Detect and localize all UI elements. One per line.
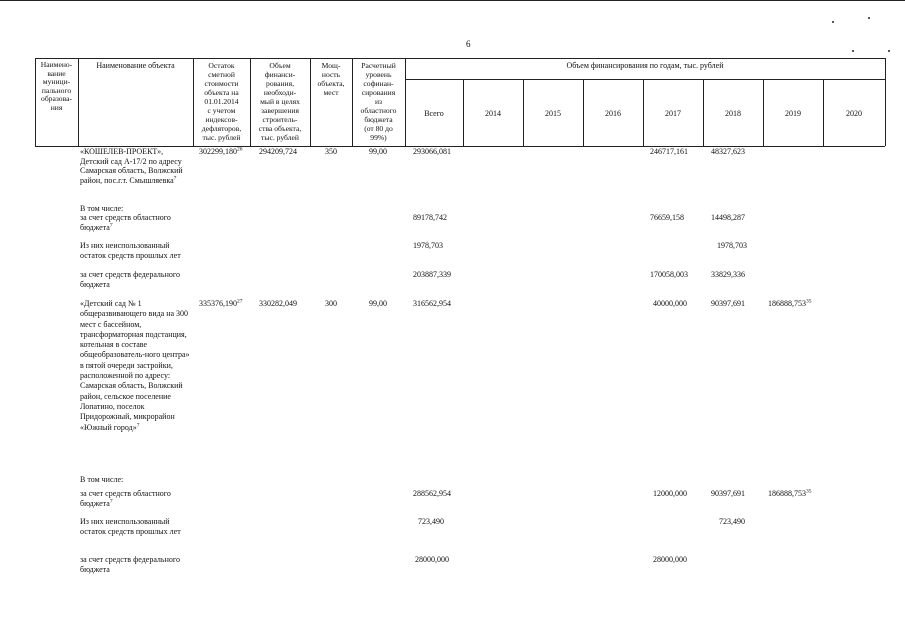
- header-capacity: Мощ- ность объекта, мест: [317, 61, 345, 97]
- page-number: 6: [466, 39, 471, 49]
- total-value: 288562,954: [413, 489, 451, 498]
- remaining-cost-value: 302299,180$^{26}$: [199, 146, 243, 156]
- header-funding-volume: Объем финанси- рования, необходи- мый в целях завершения строитель- ства объекта, тыс. рублей: [258, 61, 302, 142]
- header-cofinancing-level: Расчетный уровень софинан- сирования из областного бюджета (от 80 до 99%): [360, 61, 397, 142]
- total-value: 1978,703: [413, 241, 443, 250]
- header-year-2018: 2018: [725, 109, 741, 118]
- header-remaining-cost: Остаток сметной стоимости объекта на 01.01.2014 с учетом индексов- дефляторов, тыс. рублей: [201, 61, 242, 142]
- year-2017-value: 246717,161: [650, 147, 688, 156]
- year-2018-value: 48327,623: [711, 147, 745, 156]
- cofinancing-value: 99,00: [369, 147, 387, 156]
- object-name: за счет средств федерального бюджета: [80, 270, 180, 289]
- remaining-cost-value: 335376,190$^{27}$: [199, 298, 243, 308]
- object-name: Из них неиспользованный остаток средств прошлых лет: [80, 241, 181, 260]
- object-name: В том числе:: [80, 204, 124, 213]
- object-name: Из них неиспользованный остаток средств прошлых лет: [80, 517, 181, 536]
- year-2018-value: 723,490: [719, 517, 745, 526]
- header-year-2015: 2015: [545, 109, 561, 118]
- header-year-2020: 2020: [846, 109, 862, 118]
- year-2017-value: 76659,158: [650, 213, 684, 222]
- capacity-value: 300: [325, 299, 337, 308]
- header-financing-by-years: Объем финансирования по годам, тыс. рублей: [566, 61, 724, 70]
- year-2017-value: 12000,000: [653, 489, 687, 498]
- header-year-2014: 2014: [485, 109, 501, 118]
- total-value: 89178,742: [413, 213, 447, 222]
- year-2018-value: 14498,287: [711, 213, 745, 222]
- year-2018-value: 33829,336: [711, 270, 745, 279]
- total-value: 293066,081: [413, 147, 451, 156]
- year-2018-value: 90397,691: [711, 299, 745, 308]
- funding-volume-value: 330282,049: [259, 299, 297, 308]
- total-value: 203887,339: [413, 270, 451, 279]
- header-year-2017: 2017: [665, 109, 681, 118]
- header-year-2019: 2019: [785, 109, 801, 118]
- total-value: 723,490: [418, 517, 444, 526]
- year-2018-value: 90397,691: [711, 489, 745, 498]
- year-2019-value: 186888,753$^{35}$: [768, 298, 812, 308]
- year-2018-value: 1978,703: [717, 241, 747, 250]
- object-name: «КОШЕЛЕВ-ПРОЕКТ», Детский сад А-17/2 по адресу Самарская область, Волжский район, пос.г.т. Смышляевка$^7$: [80, 147, 183, 185]
- header-object-name: Наименование объекта: [96, 61, 175, 70]
- header-municipality: Наимено- вание муници- пального образова- ния: [40, 60, 73, 112]
- object-name: «Детский сад № 1 общеразвивающего вида на 300 мест с бассейном, трансформаторная подстанция, котельная в составе общеобразователь-ного центра» в пятой очереди застройки, расположенной по адресу: Самарская область, Волжский район, сельское поселение Лопатино, поселок Придорожный, микрорайон «Южный город»$^7$: [80, 299, 190, 432]
- top-border-line: [0, 0, 905, 1]
- year-2017-value: 170058,003: [650, 270, 688, 279]
- object-name: за счет средств федерального бюджета: [80, 555, 180, 574]
- total-value: 28000,000: [415, 555, 449, 564]
- funding-volume-value: 294209,724: [259, 147, 297, 156]
- object-name: В том числе:: [80, 475, 124, 484]
- cofinancing-value: 99,00: [369, 299, 387, 308]
- year-2019-value: 186888,753$^{35}$: [768, 488, 812, 498]
- header-total: Всего: [424, 109, 444, 118]
- year-2017-value: 28000,000: [653, 555, 687, 564]
- year-2017-value: 40000,000: [653, 299, 687, 308]
- capacity-value: 350: [325, 147, 337, 156]
- object-name: за счет средств областного бюджета$^7$: [80, 213, 171, 232]
- header-year-2016: 2016: [605, 109, 621, 118]
- total-value: 316562,954: [413, 299, 451, 308]
- object-name: за счет средств областного бюджета$^7$: [80, 489, 171, 508]
